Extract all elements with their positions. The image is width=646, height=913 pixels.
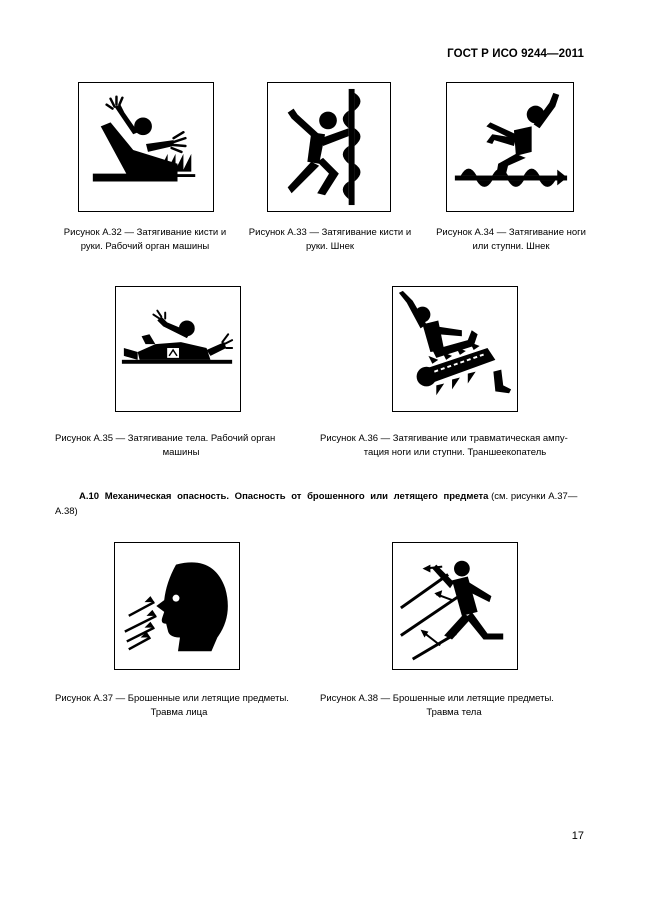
figure-a38-caption: Рисунок А.38 — Брошенные или летящие предметы. Травма тела: [320, 693, 554, 718]
figure-a36-foot-leg-entanglement-trencher-icon: [392, 286, 518, 412]
figure-a35-caption: Рисунок А.35 — Затягивание тела. Рабочий орган машины: [55, 433, 276, 458]
figure-a38-thrown-objects-body-injury-icon: [392, 542, 518, 670]
section-figure-ref: (см. рисунки А.37—А.38): [55, 491, 578, 517]
figure-a32-caption: Рисунок А.32 — Затягивание кисти и руки. Рабочий орган машины: [63, 227, 227, 252]
figure-a37-thrown-objects-face-injury-icon: [114, 542, 240, 670]
section-title: А.10 Механическая опасность. Опасность от брошенного или летящего предмета: [79, 491, 489, 502]
figure-a34-foot-leg-entanglement-auger-icon: [446, 82, 574, 212]
figure-a36-caption: Рисунок А.36 — Затягивание или травматическая ампу- тация ноги или ступни. Траншеекопатель: [320, 433, 568, 458]
figure-a32-hand-arm-entanglement-machine-part-icon: [78, 82, 214, 212]
figure-a35-body-entanglement-machine-part-icon: [115, 286, 241, 412]
figure-a34-caption: Рисунок А.34 — Затягивание ноги или ступни. Шнек: [436, 227, 586, 252]
standard-header: ГОСТ Р ИСО 9244—2011: [447, 48, 584, 60]
figure-a33-hand-arm-entanglement-auger-icon: [267, 82, 391, 212]
page-number: 17: [571, 830, 584, 842]
section-heading-a10: [55, 489, 589, 519]
figure-a37-caption: Рисунок А.37 — Брошенные или летящие предметы. Травма лица: [55, 693, 289, 718]
figure-a33-caption: Рисунок А.33 — Затягивание кисти и руки. Шнек: [248, 227, 412, 252]
